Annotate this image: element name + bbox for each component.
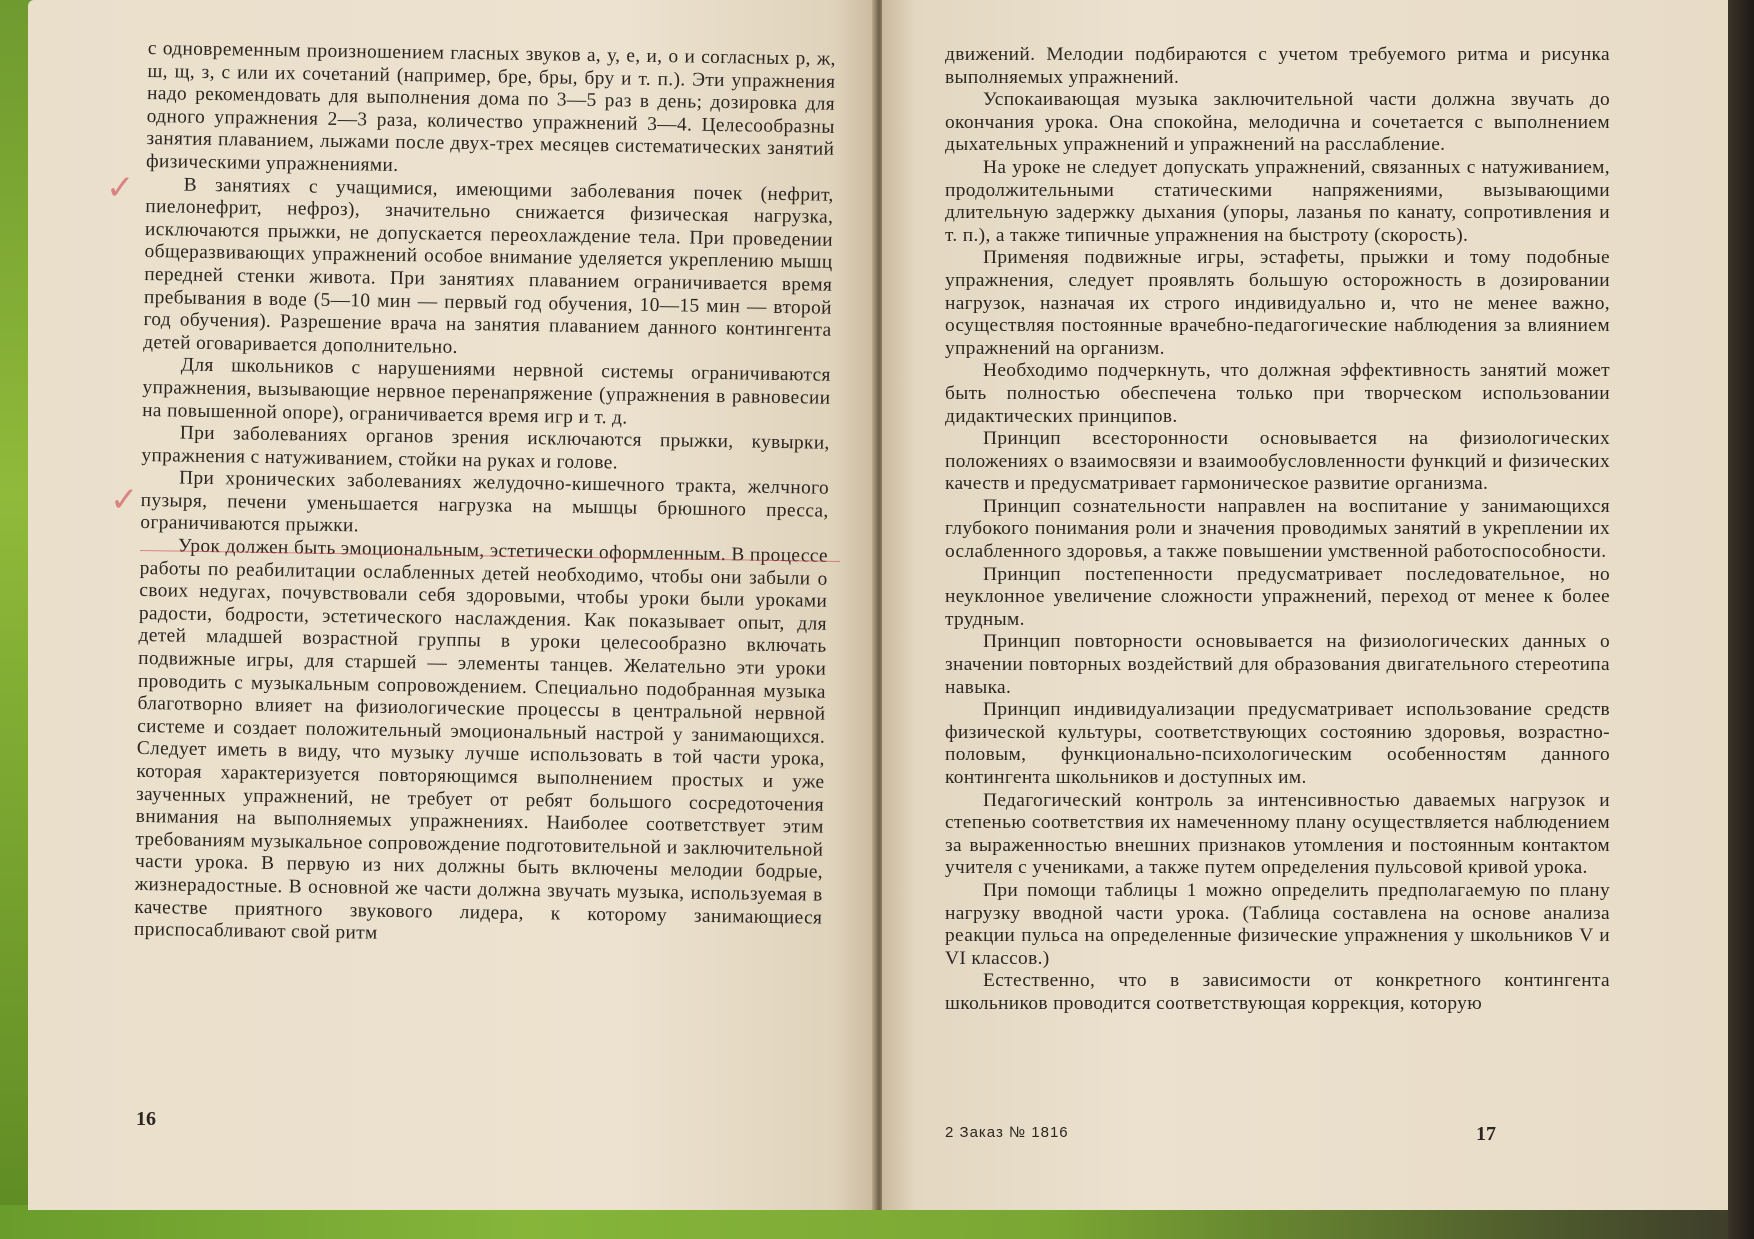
page-number-left: 16: [136, 1108, 156, 1130]
right-paragraph: На уроке не следует допускать упражнений, связанных с натуживанием, продолжительными статическими напряжениями, вызывающими длительную задержку дыхания (упоры, лазанья по канату, сопротивления и т. п.), а также типичные упражнения на быстроту (скорость).: [945, 156, 1610, 246]
page-number-right: 17: [1476, 1123, 1496, 1145]
left-paragraph: с одновременным произношением гласных звуков а, у, е, и, о и согласных р, ж, ш, щ, з, с или их сочетаний (например, бре, бры, бру и т. п.). Эти упражнения надо рекомендовать для выполнения дома по 3—5 раз в день; дозировка для одного упражнения 2—3 раза, количество упражнений 3—4. Целесообразны занятия плаванием, лыжами после двух-трех месяцев систематических занятий физическими упражнениями.: [145, 38, 836, 176]
right-paragraph: Успокаивающая музыка заключительной части должна звучать до окончания урока. Она спокойна, мелодична и сочетается с выполнением дыхательных упражнений и упражнений на расслабление.: [945, 89, 1610, 156]
right-paragraph: Принцип всесторонности основывается на физиологических положениях о взаимосвязи и взаимообусловленности функций и физических качеств и предусматривает гармоническое развитие организма.: [945, 428, 1610, 495]
right-page-text: [945, 44, 1610, 1016]
right-page: [882, 0, 1728, 1210]
right-paragraph: При помощи таблицы 1 можно определить предполагаемую по плану нагрузку вводной части урока. (Таблица составлена на основе анализа реакции пульса на определенные физические упражнения у школьников V и VI классов.): [945, 879, 1610, 969]
print-signature: 2 Заказ № 1816: [945, 1124, 1069, 1141]
right-paragraph: движений. Мелодии подбираются с учетом требуемого ритма и рисунка выполняемых упражнений.: [945, 44, 1610, 88]
right-paragraph: Принцип сознательности направлен на воспитание у занимающихся глубокого понимания роли и значения проводимых занятий в укреплении их ослабленного здоровья, а также повышении умственной работоспособности.: [945, 495, 1610, 563]
right-paragraph: Принцип индивидуализации предусматривает использование средств физической культуры, соответствующих состоянию здоровья, возрастно-половым, функционально-психологическим особенностям данного контингента школьников и доступных им.: [945, 699, 1610, 788]
left-paragraph: Урок должен быть эмоциональным, эстетически оформленным. В процессе работы по реабилитации ослабленных детей необходимо, чтобы они забыли о своих недугах, почувствовали себя здоровыми, чтобы уроки были уроками радости, бодрости, эстетического наслаждения. Как показывает опыт, для детей младшей возрастной группы в уроки целесообразно включать подвижные игры, для старшей — элементы танцев. Желательно эти уроки проводить с музыкальным сопровождением. Специально подобранная музыка благотворно влияет на физиологические процессы в центральной нервной системе и создает положительный эмоциональный настрой у занимающихся. Следует иметь в виду, что музыку лучше использовать в той части урока, которая характеризуется повторяющимся выполнением простых и уже заученных упражнений, не требует от ребят большого сосредоточения внимания на выполняемых упражнениях. Наиболее соответствует этим требованиям музыкальное сопровождение подготовительной и заключительной части урока. В первую из них должны быть включены мелодии бодрые, жизнерадостные. В основной же части должна звучать музыка, используемая в качестве приятного звукового лидера, к которому занимающиеся приспосабливают свой ритм: [133, 535, 829, 944]
red-check-mark: ✓: [110, 480, 139, 520]
right-paragraph: Принцип постепенности предусматривает последовательное, но неуклонное увеличение сложности упражнений, переход от менее к более трудным.: [945, 563, 1610, 630]
red-check-mark: ✓: [106, 168, 135, 208]
left-paragraph: При заболеваниях органов зрения исключаются прыжки, кувырки, упражнения с натуживанием, стойки на руках и голове.: [141, 422, 830, 474]
right-paragraph: Применяя подвижные игры, эстафеты, прыжки и тому подобные упражнения, следует проявлять большую осторожность в дозировании нагрузок, назначая их строго индивидуально и, что не менее важно, осуществляя постоянные врачебно-педагогические наблюдения за влиянием упражнений на организм.: [945, 247, 1610, 359]
left-page-text: [134, 38, 836, 952]
right-paragraph: Принцип повторности основывается на физиологических данных о значении повторных воздействий для образования двигательного стереотипа навыка.: [945, 631, 1610, 698]
left-paragraph: Для школьников с нарушениями нервной системы ограничиваются упражнения, вызывающие нервное перенапряжение (упражнения в равновесии на повышенной опоре), ограничивается время игр и т. д.: [141, 354, 831, 429]
left-paragraph: При хронических заболеваниях желудочно-кишечного тракта, желчного пузыря, печени уменьшается нагрузка на мышцы брюшного пресса, ограничиваются прыжки.: [140, 467, 830, 537]
background-bottom: [0, 1205, 1754, 1239]
left-paragraph: В занятиях с учащимися, имеющими заболевания почек (нефрит, пиелонефрит, нефроз), значительно снижается физическая нагрузка, исключаются прыжки, не допускается переохлаждение тела. При проведении общеразвивающих упражнений особое внимание уделяется укреплению мышц передней стенки живота. При занятиях плаванием ограничивается время пребывания в воде (5—10 мин — первый год обучения, 10—15 мин — второй год обучения). Разрешение врача на занятия плаванием данного контингента детей оговаривается дополнительно.: [143, 174, 834, 358]
right-paragraph: Необходимо подчеркнуть, что должная эффективность занятий может быть полностью обеспечена только при творческом использовании дидактических принципов.: [945, 360, 1610, 427]
background-right: [1728, 0, 1754, 1239]
left-page: [28, 0, 876, 1210]
right-paragraph: Естественно, что в зависимости от конкретного контингента школьников проводится соответствующая коррекция, которую: [945, 970, 1610, 1014]
right-paragraph: Педагогический контроль за интенсивностью даваемых нагрузок и степенью соответствия их намеченному плану осуществляется наблюдением за выраженностью внешних признаков утомления и постоянным контактом учителя с учениками, а также путем определения пульсовой кривой урока.: [945, 789, 1610, 879]
